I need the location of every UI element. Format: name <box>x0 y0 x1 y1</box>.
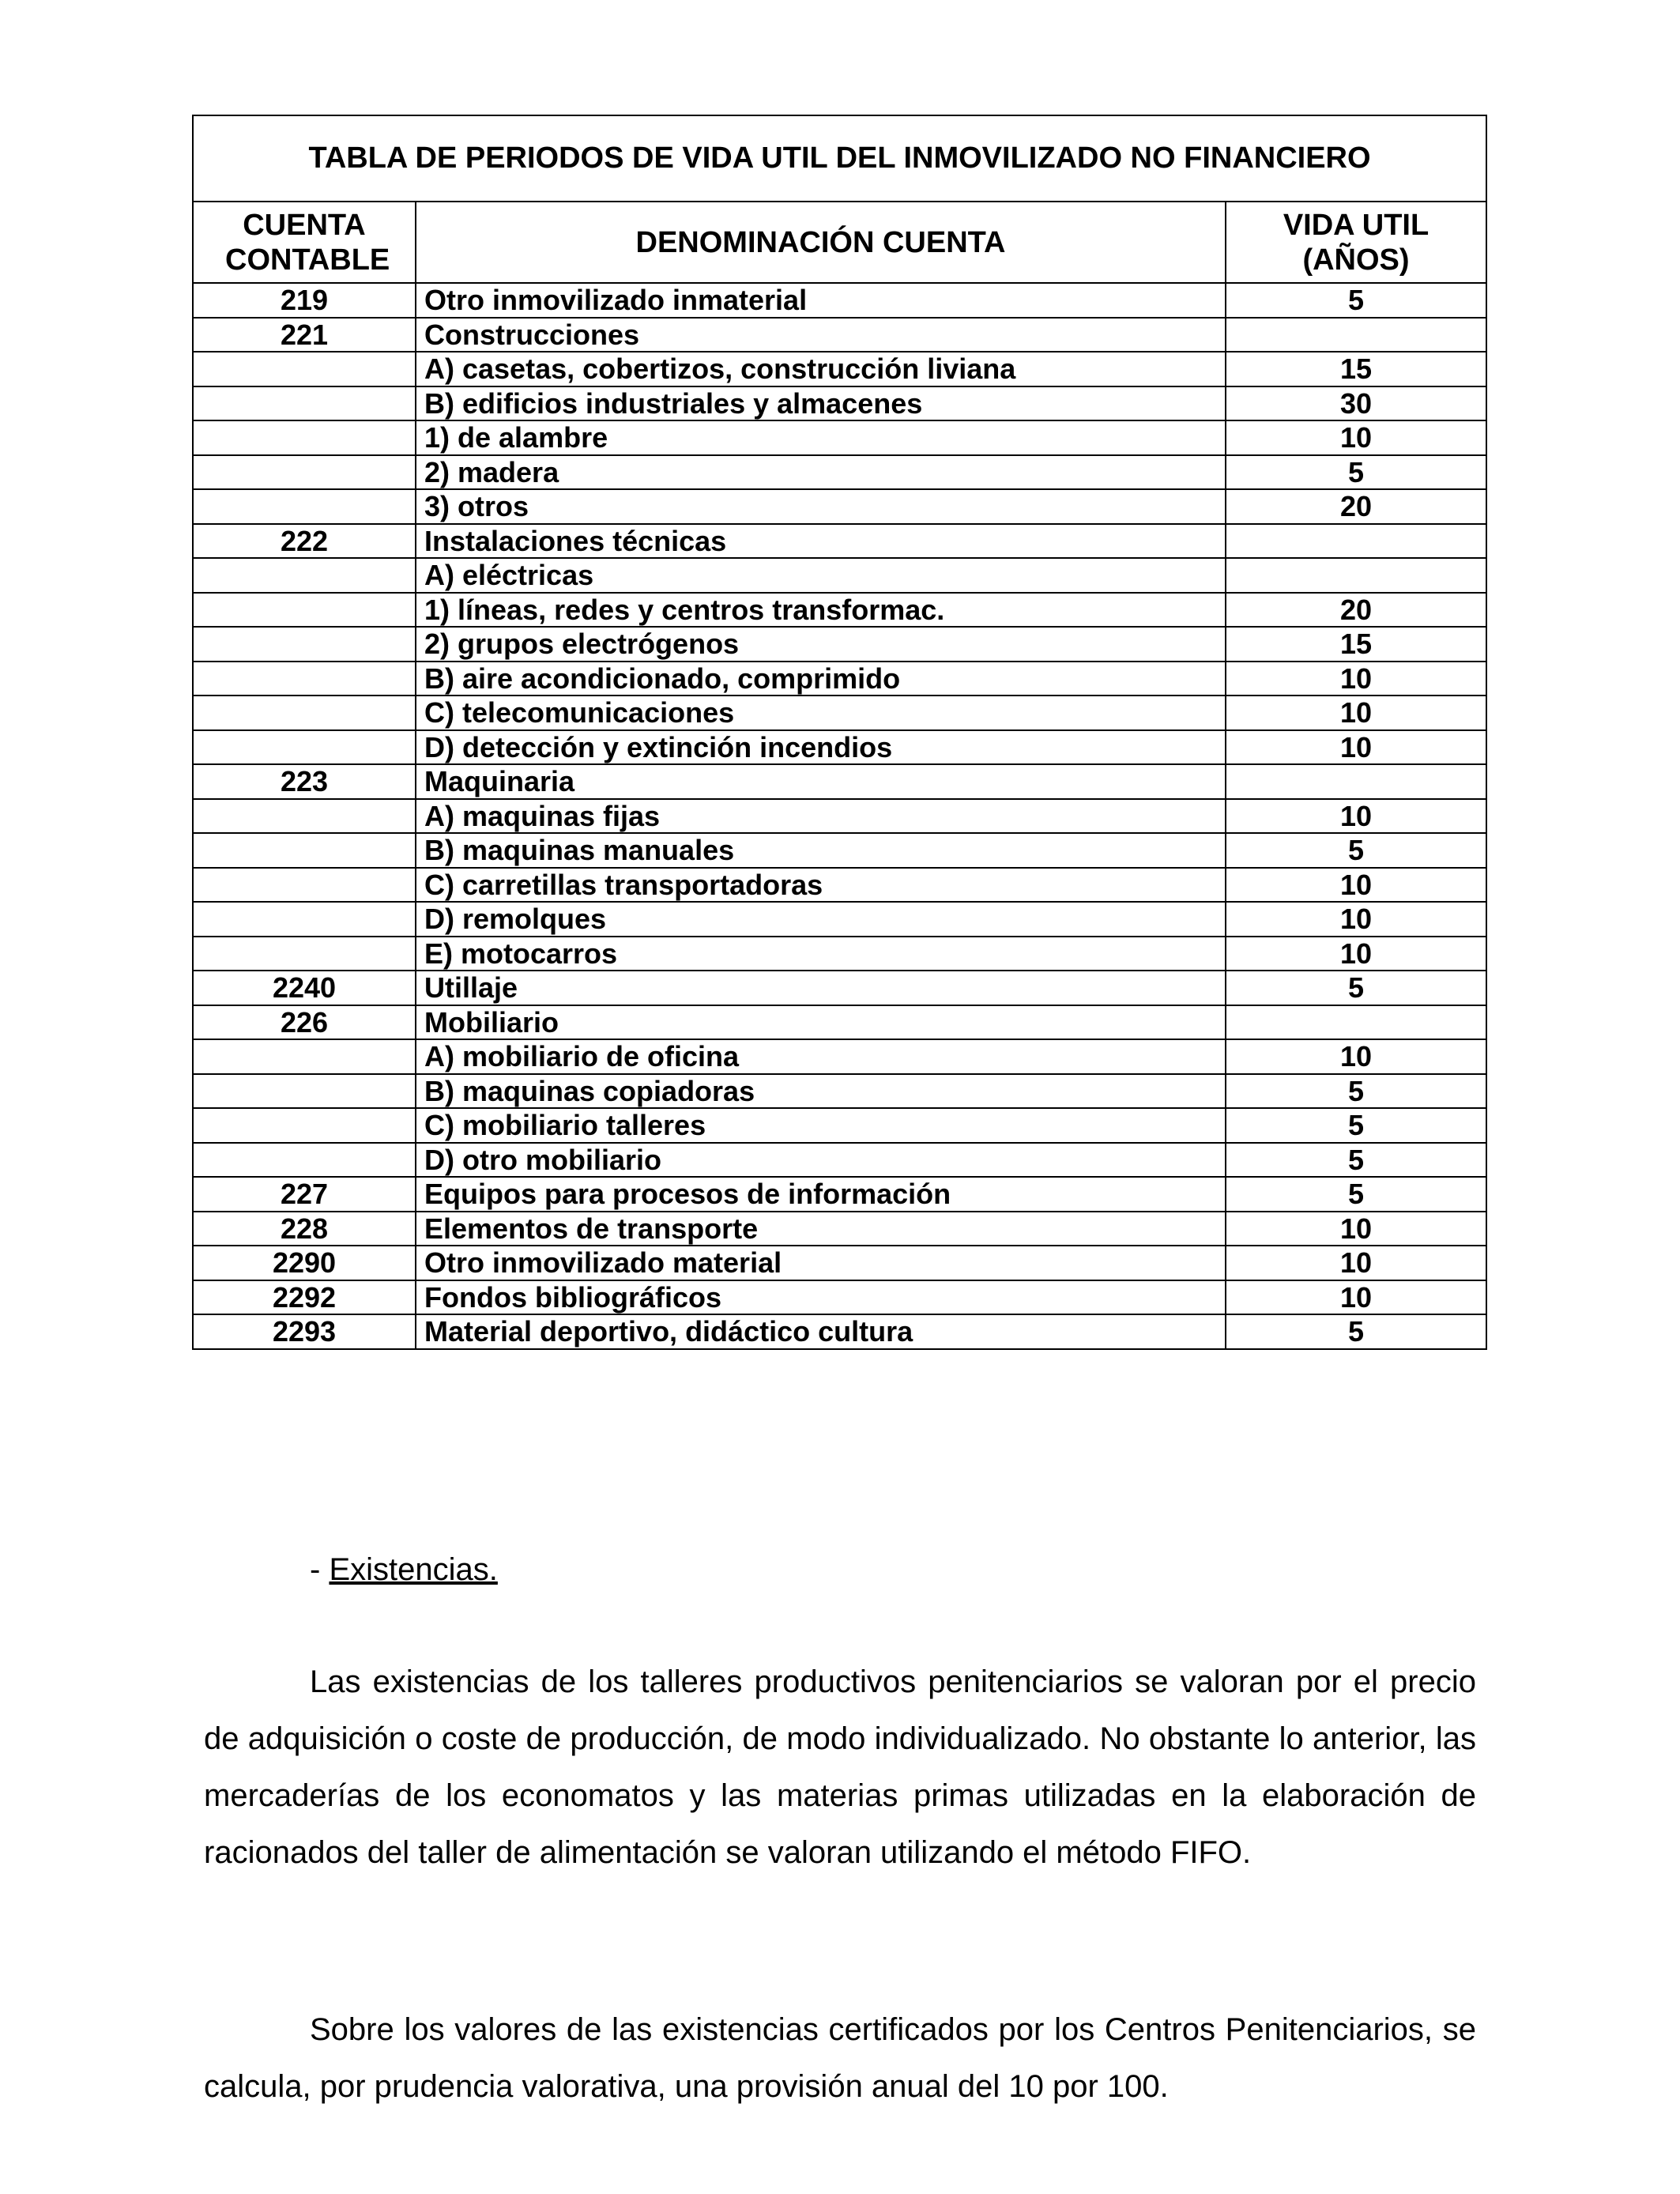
useful-life-cell <box>1226 558 1486 593</box>
account-name-cell: 2) madera <box>416 455 1226 490</box>
table-row <box>193 352 1486 386</box>
account-code-cell <box>193 386 416 421</box>
useful-life-cell: 5 <box>1226 1108 1486 1143</box>
account-code-cell: 2240 <box>193 971 416 1005</box>
table-title-row <box>193 115 1486 202</box>
useful-life-cell <box>1226 318 1486 352</box>
account-code-cell <box>193 868 416 903</box>
table-row <box>193 558 1486 593</box>
header-useful-life <box>1226 202 1486 283</box>
useful-life-cell: 10 <box>1226 937 1486 971</box>
account-code-cell <box>193 662 416 696</box>
account-code-cell <box>193 833 416 868</box>
table-row <box>193 627 1486 662</box>
account-name-cell: Otro inmovilizado material <box>416 1246 1226 1280</box>
table-row <box>193 1314 1486 1349</box>
account-code-cell <box>193 937 416 971</box>
useful-life-cell: 10 <box>1226 902 1486 937</box>
useful-life-cell: 10 <box>1226 868 1486 903</box>
table-row <box>193 764 1486 799</box>
table-row <box>193 524 1486 559</box>
account-code-cell: 222 <box>193 524 416 559</box>
useful-life-cell: 20 <box>1226 489 1486 524</box>
account-code-cell <box>193 1074 416 1109</box>
useful-life-cell: 10 <box>1226 730 1486 765</box>
table-row <box>193 593 1486 628</box>
account-name-cell: B) aire acondicionado, comprimido <box>416 662 1226 696</box>
table-row <box>193 1074 1486 1109</box>
header-useful-life-label: VIDA UTIL (AÑOS) <box>1283 208 1430 277</box>
table-row <box>193 1108 1486 1143</box>
paragraph-inventory-valuation: Las existencias de los talleres productivos penitenciarios se valoran por el precio de adquisición o coste de producción, de modo individualizado. No obstante lo anterior, las mercaderías de los economatos y las materias primas utilizadas en la elaboración de racionados del taller de alimentación se valoran utilizando el método FIFO. <box>204 1664 1476 1870</box>
account-code-cell <box>193 420 416 455</box>
useful-life-cell <box>1226 524 1486 559</box>
table-row <box>193 1177 1486 1212</box>
table-row <box>193 662 1486 696</box>
table-row <box>193 1280 1486 1315</box>
account-name-cell: B) maquinas copiadoras <box>416 1074 1226 1109</box>
account-code-cell: 221 <box>193 318 416 352</box>
table-row <box>193 696 1486 730</box>
header-account-code <box>193 202 416 283</box>
account-name-cell: A) maquinas fijas <box>416 799 1226 834</box>
account-name-cell: D) remolques <box>416 902 1226 937</box>
account-code-cell <box>193 1108 416 1143</box>
account-name-cell: Fondos bibliográficos <box>416 1280 1226 1315</box>
account-code-cell <box>193 730 416 765</box>
account-name-cell: A) eléctricas <box>416 558 1226 593</box>
account-name-cell: E) motocarros <box>416 937 1226 971</box>
table-row <box>193 1039 1486 1074</box>
account-code-cell <box>193 352 416 386</box>
account-name-cell: 1) líneas, redes y centros transformac. <box>416 593 1226 628</box>
account-code-cell <box>193 627 416 662</box>
account-name-cell: B) maquinas manuales <box>416 833 1226 868</box>
useful-life-cell <box>1226 764 1486 799</box>
account-code-cell: 219 <box>193 283 416 318</box>
table-header-row <box>193 202 1486 283</box>
account-code-cell: 2290 <box>193 1246 416 1280</box>
account-code-cell: 2292 <box>193 1280 416 1315</box>
account-name-cell: B) edificios industriales y almacenes <box>416 386 1226 421</box>
table-row <box>193 318 1486 352</box>
useful-life-cell <box>1226 1005 1486 1040</box>
account-name-cell: A) casetas, cobertizos, construcción liviana <box>416 352 1226 386</box>
account-name-cell: Maquinaria <box>416 764 1226 799</box>
account-name-cell: C) telecomunicaciones <box>416 696 1226 730</box>
table-row <box>193 1212 1486 1246</box>
useful-life-cell: 10 <box>1226 420 1486 455</box>
useful-life-cell: 10 <box>1226 696 1486 730</box>
account-name-cell: Utillaje <box>416 971 1226 1005</box>
account-code-cell <box>193 593 416 628</box>
account-name-cell: C) carretillas transportadoras <box>416 868 1226 903</box>
useful-life-cell: 10 <box>1226 1246 1486 1280</box>
useful-life-cell: 20 <box>1226 593 1486 628</box>
table-row <box>193 730 1486 765</box>
table-title: TABLA DE PERIODOS DE VIDA UTIL DEL INMOVILIZADO NO FINANCIERO <box>193 115 1486 202</box>
useful-life-cell: 15 <box>1226 627 1486 662</box>
account-name-cell: D) otro mobiliario <box>416 1143 1226 1178</box>
account-code-cell: 228 <box>193 1212 416 1246</box>
table-row <box>193 455 1486 490</box>
useful-life-cell: 5 <box>1226 455 1486 490</box>
account-code-cell <box>193 558 416 593</box>
account-name-cell: A) mobiliario de oficina <box>416 1039 1226 1074</box>
useful-life-cell: 30 <box>1226 386 1486 421</box>
section-heading <box>310 1549 498 1590</box>
useful-life-cell: 10 <box>1226 799 1486 834</box>
account-name-cell: Material deportivo, didáctico cultura <box>416 1314 1226 1349</box>
account-name-cell: Construcciones <box>416 318 1226 352</box>
table-row <box>193 420 1486 455</box>
account-code-cell: 223 <box>193 764 416 799</box>
account-code-cell <box>193 799 416 834</box>
table-row <box>193 799 1486 834</box>
account-code-cell <box>193 455 416 490</box>
account-name-cell: D) detección y extinción incendios <box>416 730 1226 765</box>
account-code-cell <box>193 696 416 730</box>
paragraph-provision: Sobre los valores de las existencias certificados por los Centros Penitenciarios, se calcula, por prudencia valorativa, una provisión anual del 10 por 100. <box>204 2012 1476 2104</box>
table-row <box>193 489 1486 524</box>
account-code-cell: 227 <box>193 1177 416 1212</box>
account-code-cell <box>193 489 416 524</box>
useful-life-cell: 5 <box>1226 283 1486 318</box>
section-heading-prefix: - <box>310 1552 330 1587</box>
table-row <box>193 902 1486 937</box>
account-name-cell: Elementos de transporte <box>416 1212 1226 1246</box>
table-row <box>193 1246 1486 1280</box>
table-row <box>193 833 1486 868</box>
account-name-cell: 2) grupos electrógenos <box>416 627 1226 662</box>
useful-life-cell: 5 <box>1226 1074 1486 1109</box>
account-name-cell: 1) de alambre <box>416 420 1226 455</box>
account-code-cell <box>193 902 416 937</box>
account-name-cell: C) mobiliario talleres <box>416 1108 1226 1143</box>
useful-life-cell: 10 <box>1226 1280 1486 1315</box>
section-heading-title: Existencias. <box>329 1552 498 1587</box>
header-account-name: DENOMINACIÓN CUENTA <box>416 202 1226 283</box>
useful-life-cell: 5 <box>1226 971 1486 1005</box>
account-name-cell: Mobiliario <box>416 1005 1226 1040</box>
account-code-cell <box>193 1039 416 1074</box>
table-row <box>193 1005 1486 1040</box>
table-row <box>193 1143 1486 1178</box>
useful-life-cell: 10 <box>1226 1039 1486 1074</box>
account-name-cell: 3) otros <box>416 489 1226 524</box>
account-name-cell: Instalaciones técnicas <box>416 524 1226 559</box>
useful-life-cell: 10 <box>1226 1212 1486 1246</box>
account-code-cell: 226 <box>193 1005 416 1040</box>
useful-life-cell: 5 <box>1226 833 1486 868</box>
account-code-cell: 2293 <box>193 1314 416 1349</box>
useful-life-cell: 10 <box>1226 662 1486 696</box>
useful-life-cell: 5 <box>1226 1143 1486 1178</box>
useful-life-table <box>192 115 1487 1350</box>
table-row <box>193 971 1486 1005</box>
useful-life-cell: 15 <box>1226 352 1486 386</box>
header-account-code-label: CUENTA CONTABLE <box>225 208 390 277</box>
table-body <box>193 283 1486 1349</box>
table-row <box>193 937 1486 971</box>
account-name-cell: Equipos para procesos de información <box>416 1177 1226 1212</box>
account-name-cell: Otro inmovilizado inmaterial <box>416 283 1226 318</box>
table-row <box>193 283 1486 318</box>
useful-life-cell: 5 <box>1226 1314 1486 1349</box>
table-row <box>193 386 1486 421</box>
account-code-cell <box>193 1143 416 1178</box>
table-row <box>193 868 1486 903</box>
useful-life-cell: 5 <box>1226 1177 1486 1212</box>
